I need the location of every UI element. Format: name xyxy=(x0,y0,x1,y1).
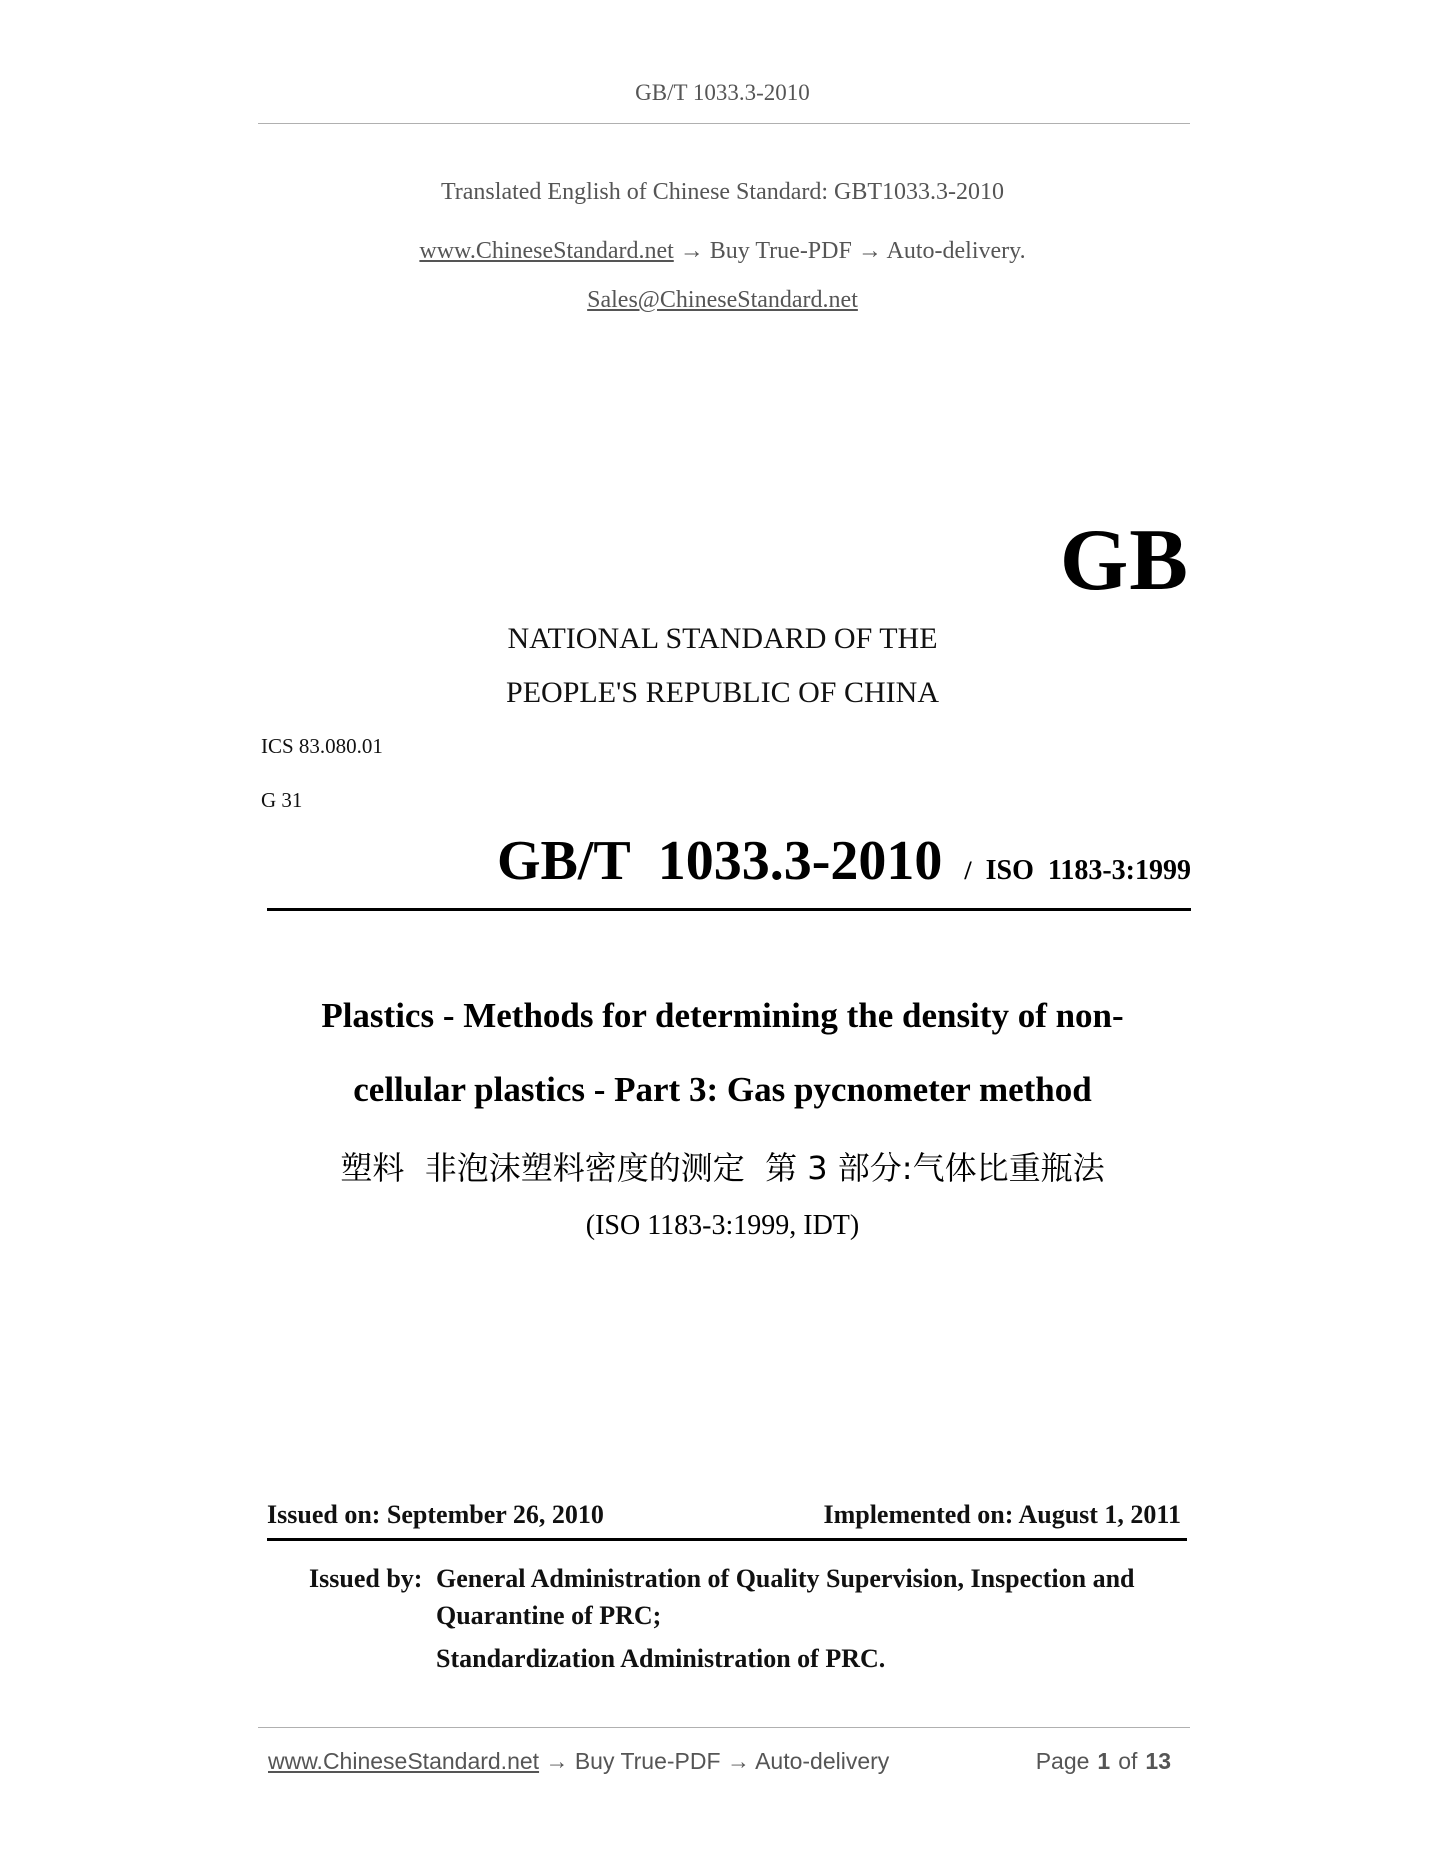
ccs-code: G 31 xyxy=(261,788,303,812)
page-current: 1 xyxy=(1097,1748,1111,1774)
issuer-line1: General Administration of Quality Supervision, Inspection and xyxy=(436,1564,1135,1593)
footer-buy-text: Buy True-PDF xyxy=(574,1748,721,1774)
arrow-right-icon: → xyxy=(679,238,710,264)
arrow-right-icon: → xyxy=(857,238,887,264)
standard-separator: / xyxy=(964,856,972,885)
arrow-right-icon: → xyxy=(726,1748,756,1774)
standard-number-block xyxy=(497,829,1191,893)
equivalence-note: (ISO 1183-3:1999, IDT) xyxy=(585,1210,860,1241)
ics-code: ICS 83.080.01 xyxy=(261,734,383,758)
standard-number: GB/T 1033.3-2010 xyxy=(496,830,943,892)
title-chinese: 塑料 非泡沫塑料密度的测定 第 3 部分:气体比重瓶法 xyxy=(340,1149,1105,1187)
header-divider xyxy=(258,123,1190,124)
delivery-text: Auto-delivery. xyxy=(886,238,1026,264)
footer-site-link[interactable]: www.ChineseStandard.net xyxy=(268,1748,540,1774)
page-total: 13 xyxy=(1145,1748,1171,1774)
gb-mark: GB xyxy=(1059,512,1189,609)
title-line1: Plastics - Methods for determining the density of non- xyxy=(321,996,1124,1035)
implemented-on-date: Implemented on: August 1, 2011 xyxy=(823,1500,1181,1529)
issued-by-label: Issued by: xyxy=(309,1564,423,1593)
footer-divider xyxy=(258,1727,1190,1728)
running-header: GB/T 1033.3-2010 xyxy=(635,80,810,105)
arrow-right-icon: → xyxy=(545,1748,575,1774)
national-standard-line1: NATIONAL STANDARD OF THE xyxy=(507,622,938,655)
title-line2: cellular plastics - Part 3: Gas pycnometer method xyxy=(353,1070,1092,1109)
sales-contact xyxy=(0,287,1445,314)
page-indicator xyxy=(1036,1748,1179,1775)
buy-text: Buy True-PDF xyxy=(709,238,852,264)
title-rule xyxy=(267,908,1191,911)
iso-reference: ISO 1183-3:1999 xyxy=(985,855,1191,886)
dates-rule xyxy=(267,1538,1187,1541)
footer-delivery-text: Auto-delivery xyxy=(755,1748,890,1774)
national-standard-line2: PEOPLE'S REPUBLIC OF CHINA xyxy=(506,676,939,709)
page-label: Page xyxy=(1035,1748,1090,1774)
translation-notice: Translated English of Chinese Standard: GBT1033.3-2010 xyxy=(440,179,1005,205)
purchase-links xyxy=(0,238,1445,265)
sales-email-link[interactable]: Sales@ChineseStandard.net xyxy=(587,287,858,313)
issuer-line2: Quarantine of PRC; xyxy=(436,1601,662,1630)
of-label: of xyxy=(1118,1748,1138,1774)
issuer-line3: Standardization Administration of PRC. xyxy=(436,1644,886,1673)
issued-on-date: Issued on: September 26, 2010 xyxy=(267,1500,604,1529)
footer-links xyxy=(268,1748,889,1775)
site-link[interactable]: www.ChineseStandard.net xyxy=(419,238,674,264)
issuing-authorities xyxy=(309,1560,1134,1677)
